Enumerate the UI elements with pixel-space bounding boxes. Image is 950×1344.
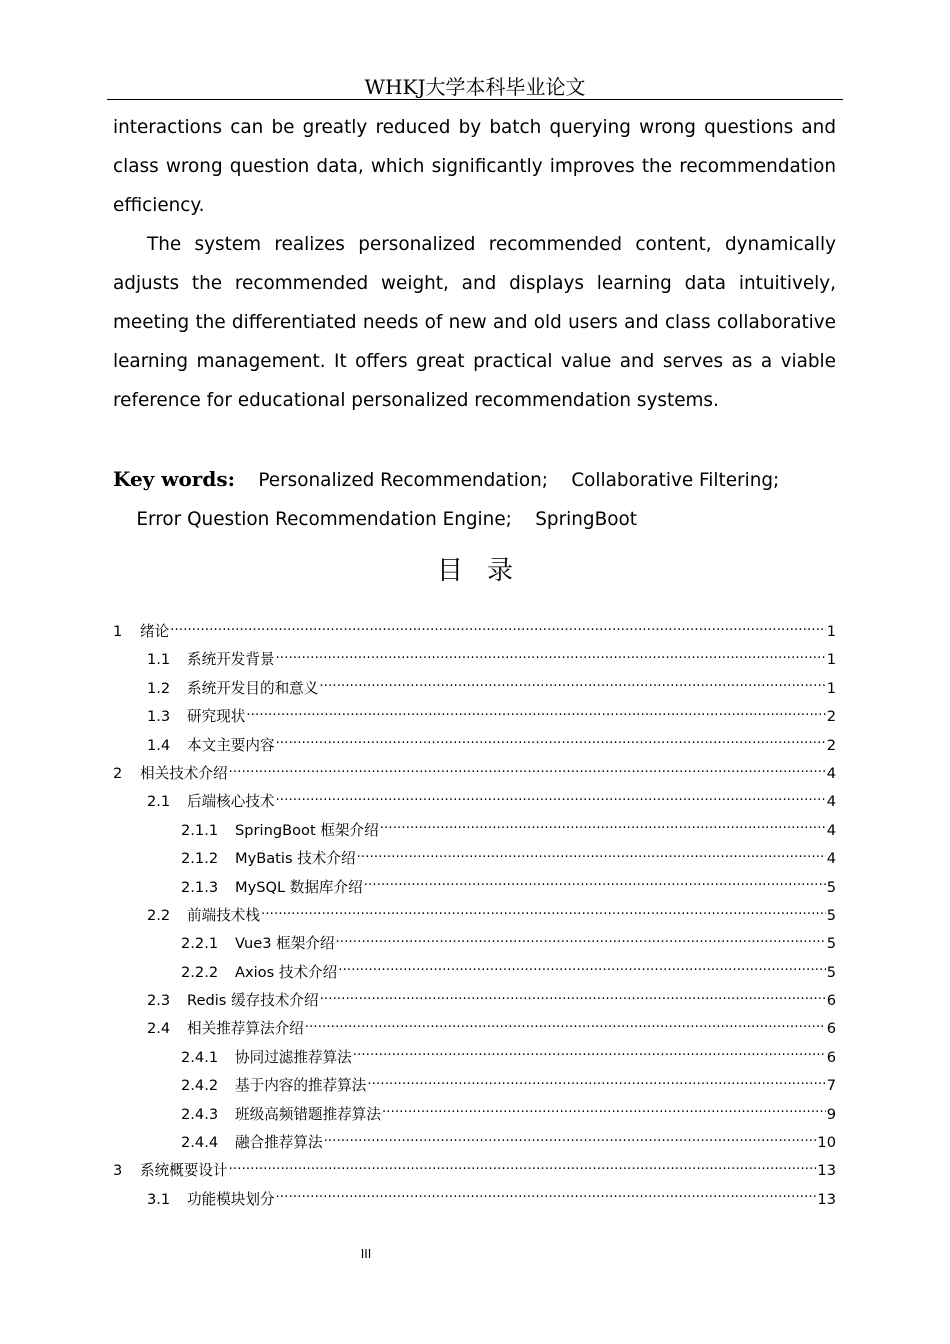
toc-entry-number: 2.2 — [147, 906, 171, 924]
keyword-item: Error Question Recommendation Engine; — [136, 509, 512, 530]
toc-entry-number: 1 — [113, 623, 123, 640]
toc-entry-title: MyBatis 技术介绍 — [235, 850, 356, 868]
toc-dot-leader — [364, 878, 826, 892]
toc-entry[interactable] — [113, 732, 836, 760]
toc-entry-title: 系统开发目的和意义 — [187, 679, 319, 697]
toc-entry-page: 10 — [817, 1134, 836, 1152]
abstract-paragraph-continued — [113, 108, 836, 225]
toc-dot-leader — [246, 707, 825, 721]
toc-entry[interactable] — [113, 817, 836, 845]
toc-entry[interactable] — [113, 1044, 836, 1072]
toc-entry-number: 1.2 — [147, 679, 171, 697]
toc-dot-leader — [276, 792, 826, 806]
toc-entry-title: 相关技术介绍 — [140, 764, 228, 782]
toc-entry-title: 系统开发背景 — [187, 651, 275, 669]
toc-entry-page: 5 — [826, 906, 836, 924]
toc-entry-page: 1 — [826, 679, 836, 697]
toc-entry[interactable] — [113, 930, 836, 958]
toc-entry-number: 1.3 — [147, 708, 171, 726]
keyword-item: Personalized Recommendation; — [258, 470, 548, 491]
toc-entry[interactable] — [113, 1101, 836, 1129]
toc-entry-title: 后端核心技术 — [187, 793, 275, 811]
toc-dot-leader — [229, 764, 826, 778]
toc-entry-number: 2.2.1 — [181, 935, 219, 953]
toc-entry[interactable] — [113, 1015, 836, 1043]
toc-entry-page: 6 — [826, 1048, 836, 1066]
keywords-block — [113, 460, 836, 539]
toc-entry-number: 2.4.4 — [181, 1134, 219, 1152]
keyword-item: Collaborative Filtering; — [571, 470, 780, 491]
toc-entry-number: 2.3 — [147, 992, 171, 1010]
abstract-paragraph-final — [113, 225, 836, 420]
toc-entry-number: 2.1.1 — [181, 821, 219, 839]
toc-entry[interactable] — [113, 902, 836, 930]
toc-entry-number: 2.4.2 — [181, 1077, 219, 1095]
page-number: III — [360, 1247, 372, 1261]
toc-entry-page: 7 — [826, 1077, 836, 1095]
running-header: WHKJ大学本科毕业论文 — [364, 75, 586, 99]
toc-entry-page: 9 — [826, 1105, 836, 1123]
toc-dot-leader — [261, 906, 826, 920]
toc-entry-title: 功能模块划分 — [187, 1190, 275, 1208]
toc-entry-number: 1.1 — [147, 651, 171, 669]
toc-entry-title: 融合推荐算法 — [235, 1134, 323, 1152]
toc-entry-title: 系统概要设计 — [140, 1162, 228, 1180]
toc-entry-title: 班级高频错题推荐算法 — [235, 1105, 381, 1123]
toc-entry-number: 1.4 — [147, 736, 171, 754]
toc-entry-number: 2.1 — [147, 793, 171, 811]
table-of-contents — [113, 618, 836, 1214]
toc-entry[interactable] — [113, 788, 836, 816]
toc-entry-number: 2.4 — [147, 1020, 171, 1038]
toc-entry[interactable] — [113, 646, 836, 674]
toc-dot-leader — [382, 1105, 826, 1119]
toc-entry-page: 5 — [826, 935, 836, 953]
toc-title: 目录 — [436, 556, 537, 586]
toc-dot-leader — [353, 1048, 826, 1062]
toc-entry[interactable] — [113, 1129, 836, 1157]
toc-entry[interactable] — [113, 845, 836, 873]
toc-entry-page: 5 — [826, 963, 836, 981]
toc-entry-title: Redis 缓存技术介绍 — [187, 992, 319, 1010]
toc-entry-title: 本文主要内容 — [187, 736, 275, 754]
header-rule — [107, 99, 843, 100]
toc-entry[interactable] — [113, 618, 836, 646]
toc-dot-leader — [336, 934, 826, 948]
toc-entry-page: 6 — [826, 992, 836, 1010]
toc-entry-title: 前端技术栈 — [187, 906, 260, 924]
toc-entry-page: 4 — [826, 821, 836, 839]
toc-entry-number: 2.2.2 — [181, 963, 219, 981]
toc-entry[interactable] — [113, 703, 836, 731]
toc-entry-page: 2 — [826, 708, 836, 726]
toc-dot-leader — [170, 622, 826, 636]
toc-entry-page: 13 — [817, 1190, 836, 1208]
toc-entry-page: 2 — [826, 736, 836, 754]
toc-entry-title: 研究现状 — [187, 708, 246, 726]
toc-entry[interactable] — [113, 1186, 836, 1214]
toc-entry-number: 2 — [113, 764, 123, 782]
toc-entry-title: 基于内容的推荐算法 — [235, 1077, 367, 1095]
toc-entry-number: 3.1 — [147, 1190, 171, 1208]
toc-entry-title: Vue3 框架介绍 — [235, 935, 335, 953]
toc-entry-page: 6 — [826, 1020, 836, 1038]
toc-entry-page: 1 — [826, 623, 836, 640]
toc-entry-number: 3 — [113, 1162, 123, 1180]
toc-entry-number: 2.1.3 — [181, 878, 219, 896]
toc-entry[interactable] — [113, 1157, 836, 1185]
toc-entry-page: 4 — [826, 850, 836, 868]
toc-entry-title: 绪论 — [140, 623, 170, 640]
toc-entry-page: 5 — [826, 878, 836, 896]
abstract-paragraph: interactions can be greatly reduced by batch querying wrong questions and class wrong question data, which significantly improves the recommendation efficiency. — [113, 117, 836, 216]
toc-dot-leader — [276, 736, 826, 750]
toc-entry-page: 4 — [826, 793, 836, 811]
toc-entry[interactable] — [113, 675, 836, 703]
toc-dot-leader — [229, 1161, 817, 1175]
toc-entry[interactable] — [113, 760, 836, 788]
toc-entry[interactable] — [113, 874, 836, 902]
toc-entry-title: SpringBoot 框架介绍 — [235, 821, 379, 839]
toc-entry-number: 2.4.1 — [181, 1048, 219, 1066]
toc-dot-leader — [276, 650, 826, 664]
toc-entry[interactable] — [113, 959, 836, 987]
toc-dot-leader — [276, 1190, 817, 1204]
toc-dot-leader — [380, 821, 826, 835]
toc-dot-leader — [324, 1133, 817, 1147]
toc-entry[interactable] — [113, 1072, 836, 1100]
toc-dot-leader — [338, 963, 825, 977]
toc-entry[interactable] — [113, 987, 836, 1015]
abstract-paragraph: The system realizes personalized recommended content, dynamically adjusts the recommended weight, and displays learning data intuitively, meeting the differentiated needs of new and old users and class collaborative learning management. It offers great practical value and serves as a viable reference for educational personalized recommendation systems. — [113, 234, 836, 411]
toc-entry-page: 13 — [817, 1162, 836, 1180]
keyword-item: SpringBoot — [535, 509, 637, 530]
toc-dot-leader — [357, 849, 826, 863]
keywords-label: Key words: — [113, 467, 235, 491]
toc-entry-title: 相关推荐算法介绍 — [187, 1020, 304, 1038]
toc-entry-number: 2.1.2 — [181, 850, 219, 868]
toc-entry-title: 协同过滤推荐算法 — [235, 1048, 352, 1066]
toc-dot-leader — [319, 679, 825, 693]
toc-entry-title: Axios 技术介绍 — [235, 963, 338, 981]
toc-entry-page: 1 — [826, 651, 836, 669]
toc-dot-leader — [367, 1076, 825, 1090]
toc-dot-leader — [320, 991, 826, 1005]
toc-entry-title: MySQL 数据库介绍 — [235, 878, 363, 896]
toc-entry-number: 2.4.3 — [181, 1105, 219, 1123]
toc-entry-page: 4 — [826, 764, 836, 782]
toc-dot-leader — [305, 1019, 826, 1033]
